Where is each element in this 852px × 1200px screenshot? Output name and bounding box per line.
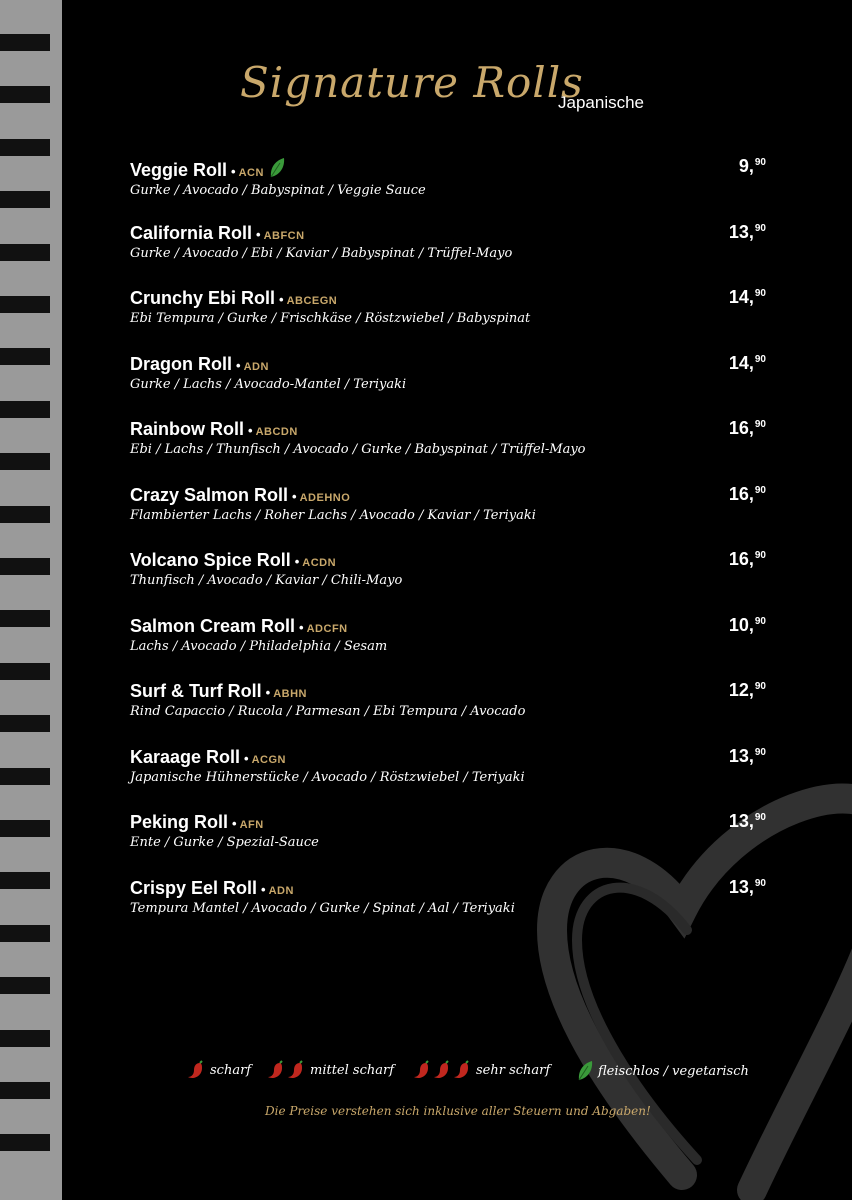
price-main: 13, — [728, 876, 754, 897]
binding-ring — [0, 191, 50, 208]
menu-item-price — [729, 287, 766, 308]
separator-dot: • — [265, 685, 271, 700]
allergen-codes: ACGN — [251, 753, 286, 766]
price-main: 14, — [728, 287, 754, 307]
menu-item-description: Japanische Hühnerstücke / Avocado / Röstzwiebel / Teriyaki — [130, 769, 525, 785]
allergen-codes: ADEHNO — [299, 491, 351, 504]
separator-dot: • — [236, 357, 241, 373]
price-main: 16, — [728, 483, 754, 504]
menu-item-name: Surf & Turf Roll — [130, 681, 262, 701]
menu-item — [130, 680, 770, 720]
binding-ring — [0, 296, 50, 313]
legend-sehr-scharf — [412, 1060, 550, 1080]
menu-item — [130, 156, 770, 199]
menu-item-description: Thunfisch / Avocado / Kaviar / Chili-Mayo — [130, 573, 403, 588]
menu-item-header — [130, 418, 770, 440]
price-main: 16, — [728, 418, 754, 438]
price-cents: 90 — [754, 615, 766, 627]
menu-item — [130, 484, 770, 524]
menu-item-price — [729, 353, 766, 374]
menu-item-price — [729, 877, 766, 898]
menu-item-description: Gurke / Lachs / Avocado-Mantel / Teriyaki — [130, 376, 407, 392]
menu-item-header — [130, 287, 770, 309]
menu-item-price — [729, 680, 766, 701]
price-cents: 90 — [754, 288, 766, 299]
separator-dot: • — [279, 292, 284, 307]
binding-ring — [0, 768, 50, 785]
binding-ring — [0, 925, 50, 942]
menu-item-price — [729, 418, 766, 439]
menu-item-name: Karaage Roll — [130, 746, 241, 767]
menu-item-header — [130, 746, 770, 768]
separator-dot: • — [261, 881, 266, 897]
menu-item-name: Crispy Eel Roll — [130, 877, 258, 898]
price-cents: 90 — [754, 681, 766, 692]
menu-item-description: Gurke / Avocado / Ebi / Kaviar / Babyspinat / Trüffel-Mayo — [130, 245, 513, 261]
price-cents: 90 — [754, 484, 766, 496]
allergen-codes: ABHN — [273, 688, 307, 700]
separator-dot: • — [299, 619, 304, 635]
allergen-codes: ABFCN — [263, 229, 305, 242]
binding-ring — [0, 86, 50, 103]
price-cents: 90 — [754, 550, 766, 561]
menu-item-name: Dragon Roll — [130, 353, 232, 374]
binding-ring — [0, 610, 50, 627]
separator-dot: • — [232, 816, 237, 831]
chili-pepper-icon — [432, 1060, 452, 1080]
menu-item-header — [130, 680, 770, 702]
menu-item — [130, 222, 770, 262]
menu-item-price — [729, 484, 766, 505]
menu-item-name: California Roll — [130, 222, 253, 243]
page-subtitle: Japanische — [558, 93, 645, 112]
binding-ring — [0, 663, 50, 680]
menu-item — [130, 353, 770, 393]
menu-item — [130, 811, 770, 851]
menu-item-name: Crazy Salmon Roll — [130, 484, 289, 505]
binding-ring — [0, 139, 50, 156]
menu-item-price — [729, 811, 766, 832]
menu-item-price — [729, 615, 766, 636]
leaf-icon — [576, 1060, 594, 1082]
price-main: 9, — [738, 156, 754, 176]
separator-dot: • — [292, 488, 297, 504]
menu-item-name: Peking Roll — [130, 812, 229, 832]
menu-item-description: Ebi Tempura / Gurke / Frischkäse / Röstzwiebel / Babyspinat — [130, 311, 531, 326]
menu-item-name: Veggie Roll — [130, 160, 228, 180]
binding-ring — [0, 348, 50, 365]
separator-dot: • — [244, 750, 249, 766]
binding-ring — [0, 1082, 50, 1099]
menu-item — [130, 877, 770, 917]
separator-dot: • — [256, 226, 261, 242]
menu-item-name: Volcano Spice Roll — [130, 550, 291, 570]
menu-item — [130, 287, 770, 327]
allergen-codes: AFN — [239, 819, 264, 831]
price-cents: 90 — [754, 746, 766, 758]
menu-item — [130, 549, 770, 589]
legend-label-mittel-scharf: mittel scharf — [310, 1062, 395, 1078]
binding-ring — [0, 244, 50, 261]
page-title: Signature Rolls — [240, 58, 584, 107]
binding-ring — [0, 401, 50, 418]
chili-pepper-icon — [452, 1060, 472, 1080]
price-cents: 90 — [754, 353, 766, 365]
menu-item — [130, 418, 770, 458]
separator-dot: • — [231, 164, 236, 179]
price-main: 16, — [728, 549, 754, 569]
menu-item-header — [130, 222, 770, 244]
menu-item-price — [739, 156, 766, 177]
menu-item-description: Rind Capaccio / Rucola / Parmesan / Ebi Tempura / Avocado — [130, 704, 526, 719]
price-main: 12, — [728, 680, 754, 700]
binding-ring — [0, 558, 50, 575]
legend-label-vegetarisch: fleischlos / vegetarisch — [598, 1063, 749, 1079]
menu-item-header — [130, 811, 770, 833]
menu-item-name: Salmon Cream Roll — [130, 615, 296, 636]
price-note: Die Preise verstehen sich inklusive aller Steuern und Abgaben! — [265, 1104, 651, 1118]
menu-item-description: Tempura Mantel / Avocado / Gurke / Spinat / Aal / Teriyaki — [130, 900, 515, 916]
price-cents: 90 — [754, 812, 766, 823]
separator-dot: • — [248, 423, 253, 438]
allergen-codes: ABCEGN — [286, 295, 338, 307]
legend-mittel-scharf — [266, 1060, 394, 1080]
legend-label-scharf: scharf — [210, 1062, 252, 1078]
menu-item-description: Ebi / Lachs / Thunfisch / Avocado / Gurke / Babyspinat / Trüffel-Mayo — [130, 442, 586, 457]
price-main: 13, — [728, 811, 754, 831]
menu-item-price — [729, 746, 766, 767]
allergen-codes: ACDN — [302, 557, 337, 569]
menu-item-name: Rainbow Roll — [130, 419, 244, 439]
price-main: 14, — [728, 352, 754, 373]
binding-ring — [0, 977, 50, 994]
price-main: 10, — [728, 614, 754, 635]
chili-pepper-icon — [186, 1060, 206, 1080]
allergen-codes: ADN — [268, 884, 294, 897]
binding-ring — [0, 1134, 50, 1151]
binding-ring — [0, 1030, 50, 1047]
binding-ring — [0, 34, 50, 51]
binding-ring — [0, 506, 50, 523]
chili-pepper-icon — [412, 1060, 432, 1080]
menu-item-header — [130, 156, 770, 181]
price-cents: 90 — [754, 157, 766, 168]
legend-label-sehr-scharf: sehr scharf — [476, 1062, 551, 1078]
menu-item-name: Crunchy Ebi Roll — [130, 288, 276, 308]
price-cents: 90 — [754, 419, 766, 430]
binding-ring — [0, 820, 50, 837]
leaf-icon — [268, 156, 286, 180]
spiral-binding — [0, 0, 62, 1200]
menu-item — [130, 746, 770, 786]
legend-scharf — [186, 1060, 251, 1080]
price-main: 13, — [728, 745, 754, 766]
chili-pepper-icon — [266, 1060, 286, 1080]
binding-ring — [0, 453, 50, 470]
menu-item-description: Gurke / Avocado / Babyspinat / Veggie Sauce — [130, 183, 426, 198]
price-cents: 90 — [754, 877, 766, 889]
price-main: 13, — [728, 221, 754, 242]
separator-dot: • — [294, 554, 300, 569]
menu-item-header — [130, 877, 770, 899]
menu-item-price — [729, 549, 766, 570]
menu-item-description: Flambierter Lachs / Roher Lachs / Avocado / Kaviar / Teriyaki — [130, 507, 536, 523]
menu-item-header — [130, 549, 770, 571]
chili-pepper-icon — [286, 1060, 306, 1080]
legend-vegetarisch — [576, 1060, 749, 1082]
allergen-codes: ADCFN — [306, 622, 348, 635]
binding-ring — [0, 872, 50, 889]
allergen-codes: ABCDN — [255, 426, 298, 438]
menu-item-header — [130, 484, 770, 506]
allergen-codes: ACN — [238, 167, 264, 179]
menu-item-header — [130, 353, 770, 375]
menu-item-header — [130, 615, 770, 637]
menu-item-description: Ente / Gurke / Spezial-Sauce — [130, 835, 319, 850]
price-cents: 90 — [754, 222, 766, 234]
allergen-codes: ADN — [243, 360, 269, 373]
binding-ring — [0, 715, 50, 732]
menu-item-price — [729, 222, 766, 243]
menu-item-description: Lachs / Avocado / Philadelphia / Sesam — [130, 638, 388, 654]
menu-item — [130, 615, 770, 655]
